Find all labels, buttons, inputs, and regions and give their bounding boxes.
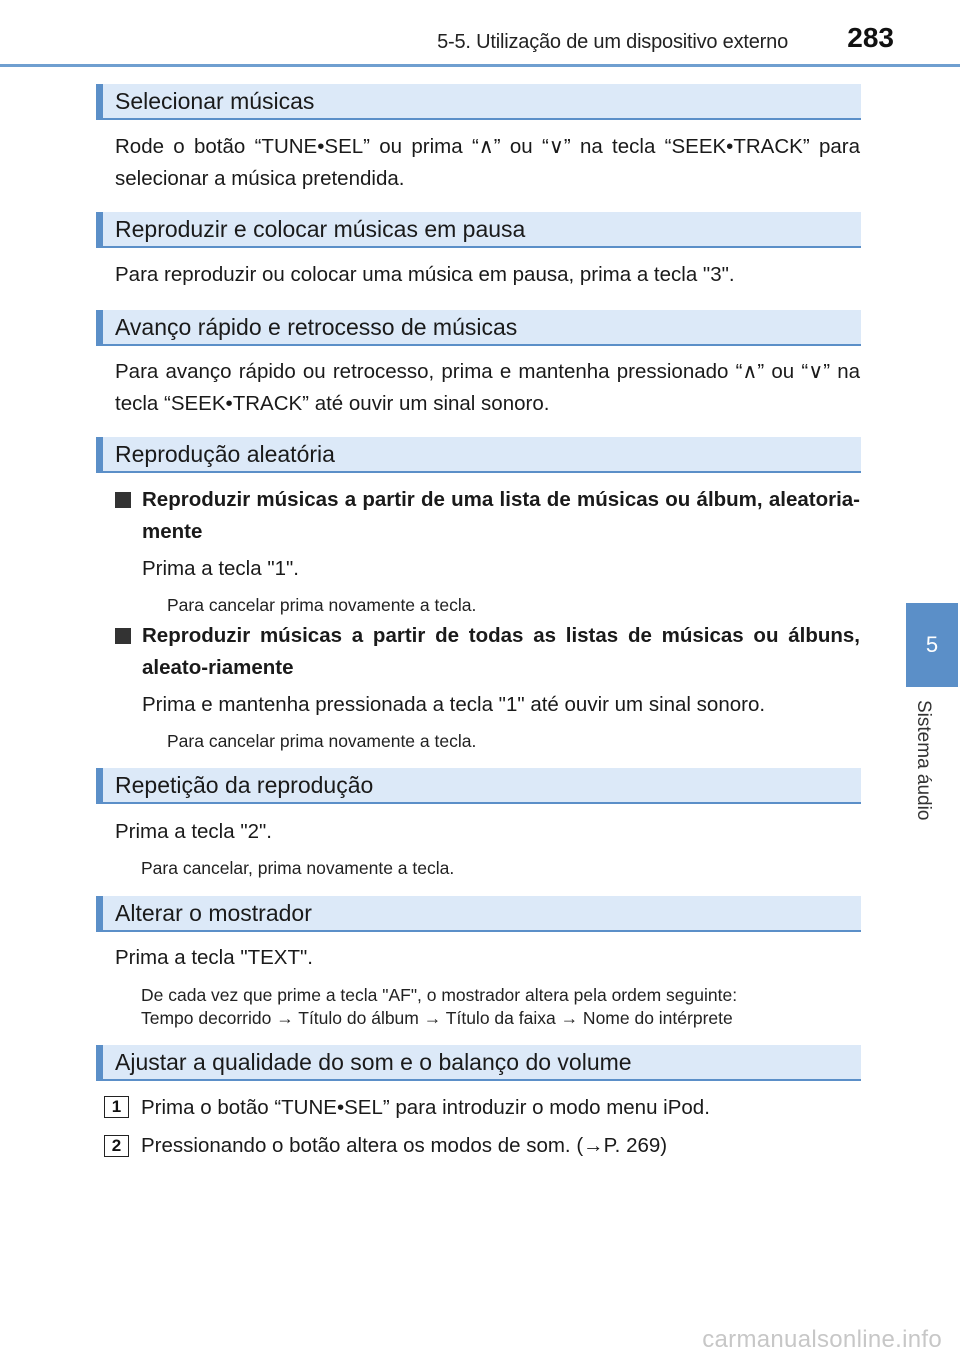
bullet-square-icon	[115, 628, 131, 644]
step-text: Prima o botão “TUNE•SEL” para introduzir o modo menu iPod.	[141, 1096, 710, 1119]
repeat-cancel-note: Para cancelar, prima novamente a tecla.	[141, 858, 455, 878]
section-title: Alterar o mostrador	[115, 900, 312, 926]
section-title: Reprodução aleatória	[115, 441, 335, 467]
section-title: Selecionar músicas	[115, 88, 315, 114]
section-heading-ffwd	[96, 310, 861, 346]
bullet-cancel-note: Para cancelar prima novamente a tecla.	[167, 595, 477, 615]
section-title: Reproduzir e colocar músicas em pausa	[115, 216, 526, 242]
section-body-display: Prima a tecla "TEXT".	[115, 946, 313, 969]
display-note-line-1: De cada vez que prime a tecla "AF", o mostrador altera pela ordem seguinte:	[141, 985, 738, 1005]
bullet-random-all	[115, 620, 860, 684]
bullet-random-album	[115, 484, 860, 548]
footer-watermark: carmanualsonline.info	[702, 1326, 942, 1353]
display-note-line-2: Tempo decorrido → Título do álbum → Título da faixa → Nome do intérprete	[141, 1008, 733, 1028]
step-number-box: 1	[104, 1096, 129, 1118]
bullet-heading: Reproduzir músicas a partir de todas as listas de músicas ou álbuns, aleato-riamente	[142, 624, 860, 679]
chapter-tab-label: Sistema áudio	[913, 700, 934, 821]
bullet-heading: Reproduzir músicas a partir de uma lista de músicas ou álbum, aleatoria-mente	[142, 488, 860, 543]
section-heading-repeat	[96, 768, 861, 804]
section-heading-select	[96, 84, 861, 120]
section-body-ffwd: Para avanço rápido ou retrocesso, prima e mantenha pressionado “∧” ou “∨” na tecla “SEEK•TRACK” até ouvir um sinal sonoro.	[115, 360, 860, 415]
section-body-select: Rode o botão “TUNE•SEL” ou prima “∧” ou “∨” na tecla “SEEK•TRACK” para selecionar a música pretendida.	[115, 135, 860, 190]
section-heading-display	[96, 896, 861, 932]
section-title: Ajustar a qualidade do som e o balanço do volume	[115, 1049, 632, 1075]
section-heading-sound	[96, 1045, 861, 1081]
step-number-box: 2	[104, 1135, 129, 1157]
section-title: Avanço rápido e retrocesso de músicas	[115, 314, 518, 340]
bullet-cancel-note: Para cancelar prima novamente a tecla.	[167, 731, 477, 751]
header-rule	[0, 64, 960, 67]
bullet-action: Prima e mantenha pressionada a tecla "1" até ouvir um sinal sonoro.	[142, 693, 766, 716]
section-heading-random	[96, 437, 861, 473]
page-number: 283	[847, 22, 894, 53]
bullet-square-icon	[115, 492, 131, 508]
section-title: Repetição da reprodução	[115, 772, 374, 798]
section-heading-play-pause	[96, 212, 861, 248]
section-body-repeat: Prima a tecla "2".	[115, 820, 272, 843]
bullet-action: Prima a tecla "1".	[142, 557, 299, 580]
section-body-play-pause: Para reproduzir ou colocar uma música em pausa, prima a tecla "3".	[115, 263, 735, 286]
step-text: Pressionando o botão altera os modos de som. (→P. 269)	[141, 1134, 668, 1157]
chapter-title: 5-5. Utilização de um dispositivo externo	[437, 31, 788, 53]
chapter-tab: 5	[906, 603, 958, 687]
